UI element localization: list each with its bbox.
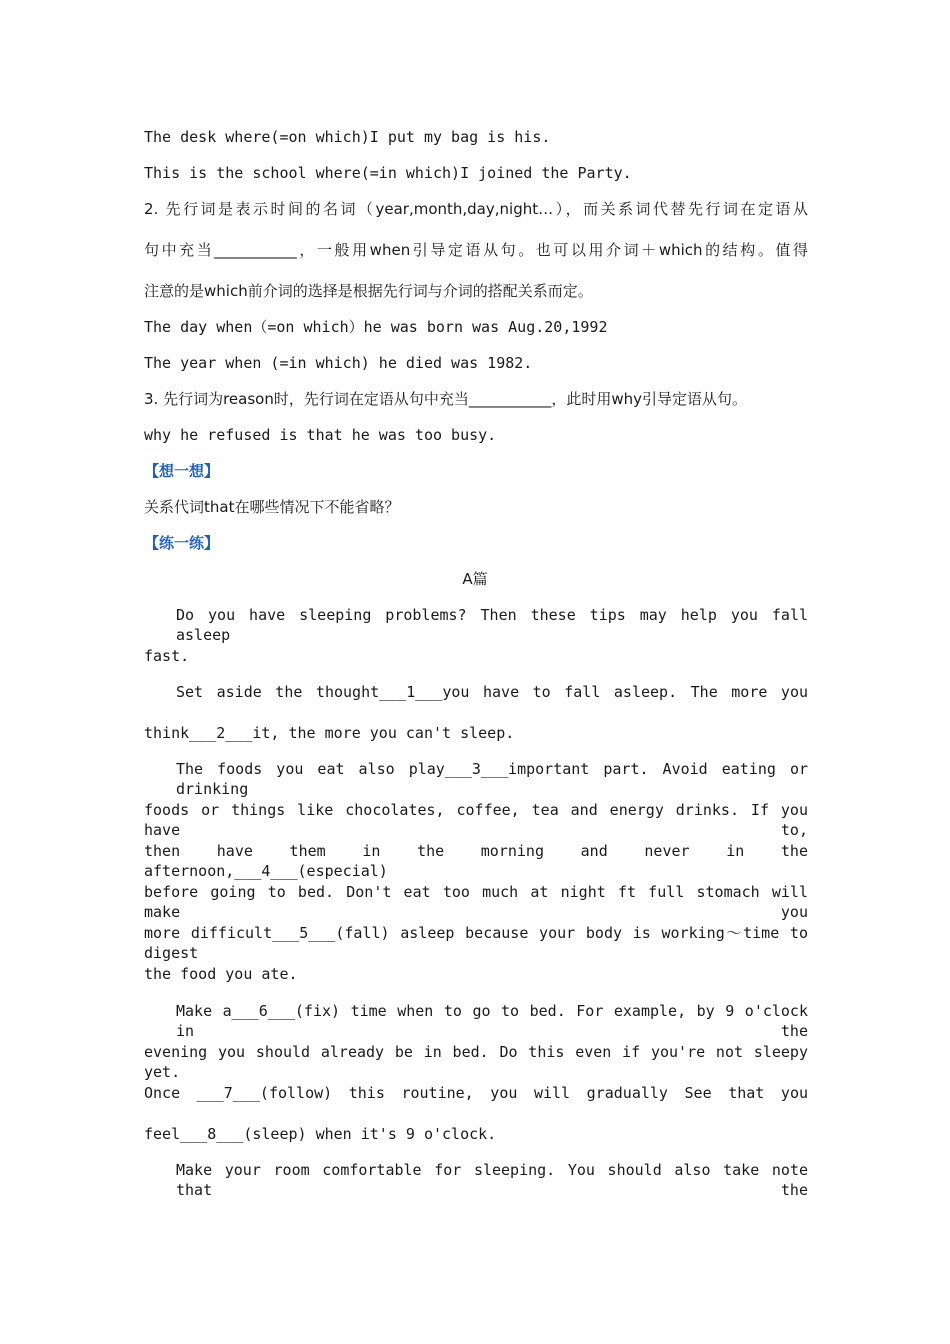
passage-line: before going to bed. Don't eat too much at night ft full stomach will make you [144, 883, 808, 921]
passage-line: Set aside the thought___1___you have to fall asleep. The more you [176, 683, 808, 701]
example-sentence-day: The day when（=on which）he was born was Aug.20,1992 [144, 318, 608, 336]
passage-line: evening you should already be in bed. Do this even if you're not sleepy yet. [144, 1043, 808, 1081]
passage-line: the food you ate. [144, 965, 298, 983]
passage-line: think___2___it, the more you can't sleep. [144, 724, 515, 742]
practice-heading: 【练一练】 [144, 534, 220, 552]
passage-a-title: A篇 [462, 570, 488, 588]
example-sentence-year: The year when (=in which) he died was 1982. [144, 354, 533, 372]
rule-2-line-3: 注意的是which前介词的选择是根据先行词与介词的搭配关系而定。 [144, 282, 593, 300]
example-sentence-why: why he refused is that he was too busy. [144, 426, 497, 444]
rule-3-line-1: 3. 先行词为reason时，先行词在定语从句中充当___________，此时用why引导定语从句。 [144, 390, 747, 408]
think-question: 关系代词that在哪些情况下不能省略？ [144, 498, 400, 516]
passage-line: feel___8___(sleep) when it's 9 o'clock. [144, 1125, 497, 1143]
passage-line: Once ___7___(follow) this routine, you will gradually See that you [144, 1084, 808, 1102]
passage-line: Make your room comfortable for sleeping. You should also take note that the [176, 1161, 808, 1199]
rule-2-line-2: 句中充当___________，一般用when引导定语从句。也可以用介词＋which的结构。值得 [144, 241, 808, 259]
passage-line: Do you have sleeping problems? Then these tips may help you fall asleep [176, 606, 808, 644]
passage-line: then have them in the morning and never in the afternoon,___4___(especial) [144, 842, 808, 880]
example-sentence-desk: The desk where(=on which)I put my bag is his. [144, 128, 551, 146]
rule-2-line-1: 2. 先行词是表示时间的名词（year,month,day,night…），而关系词代替先行词在定语从 [144, 200, 808, 218]
think-heading: 【想一想】 [144, 462, 220, 480]
passage-line: fast. [144, 647, 190, 665]
passage-line: The foods you eat also play___3___important part. Avoid eating or drinking [176, 760, 808, 798]
passage-line: more difficult___5___(fall) asleep because your body is working～time to digest [144, 924, 808, 962]
example-sentence-school: This is the school where(=in which)I joined the Party. [144, 164, 632, 182]
passage-line: foods or things like chocolates, coffee, tea and energy drinks. If you have to, [144, 801, 808, 839]
passage-line: Make a___6___(fix) time when to go to bed. For example, by 9 o'clock in the [176, 1002, 808, 1040]
